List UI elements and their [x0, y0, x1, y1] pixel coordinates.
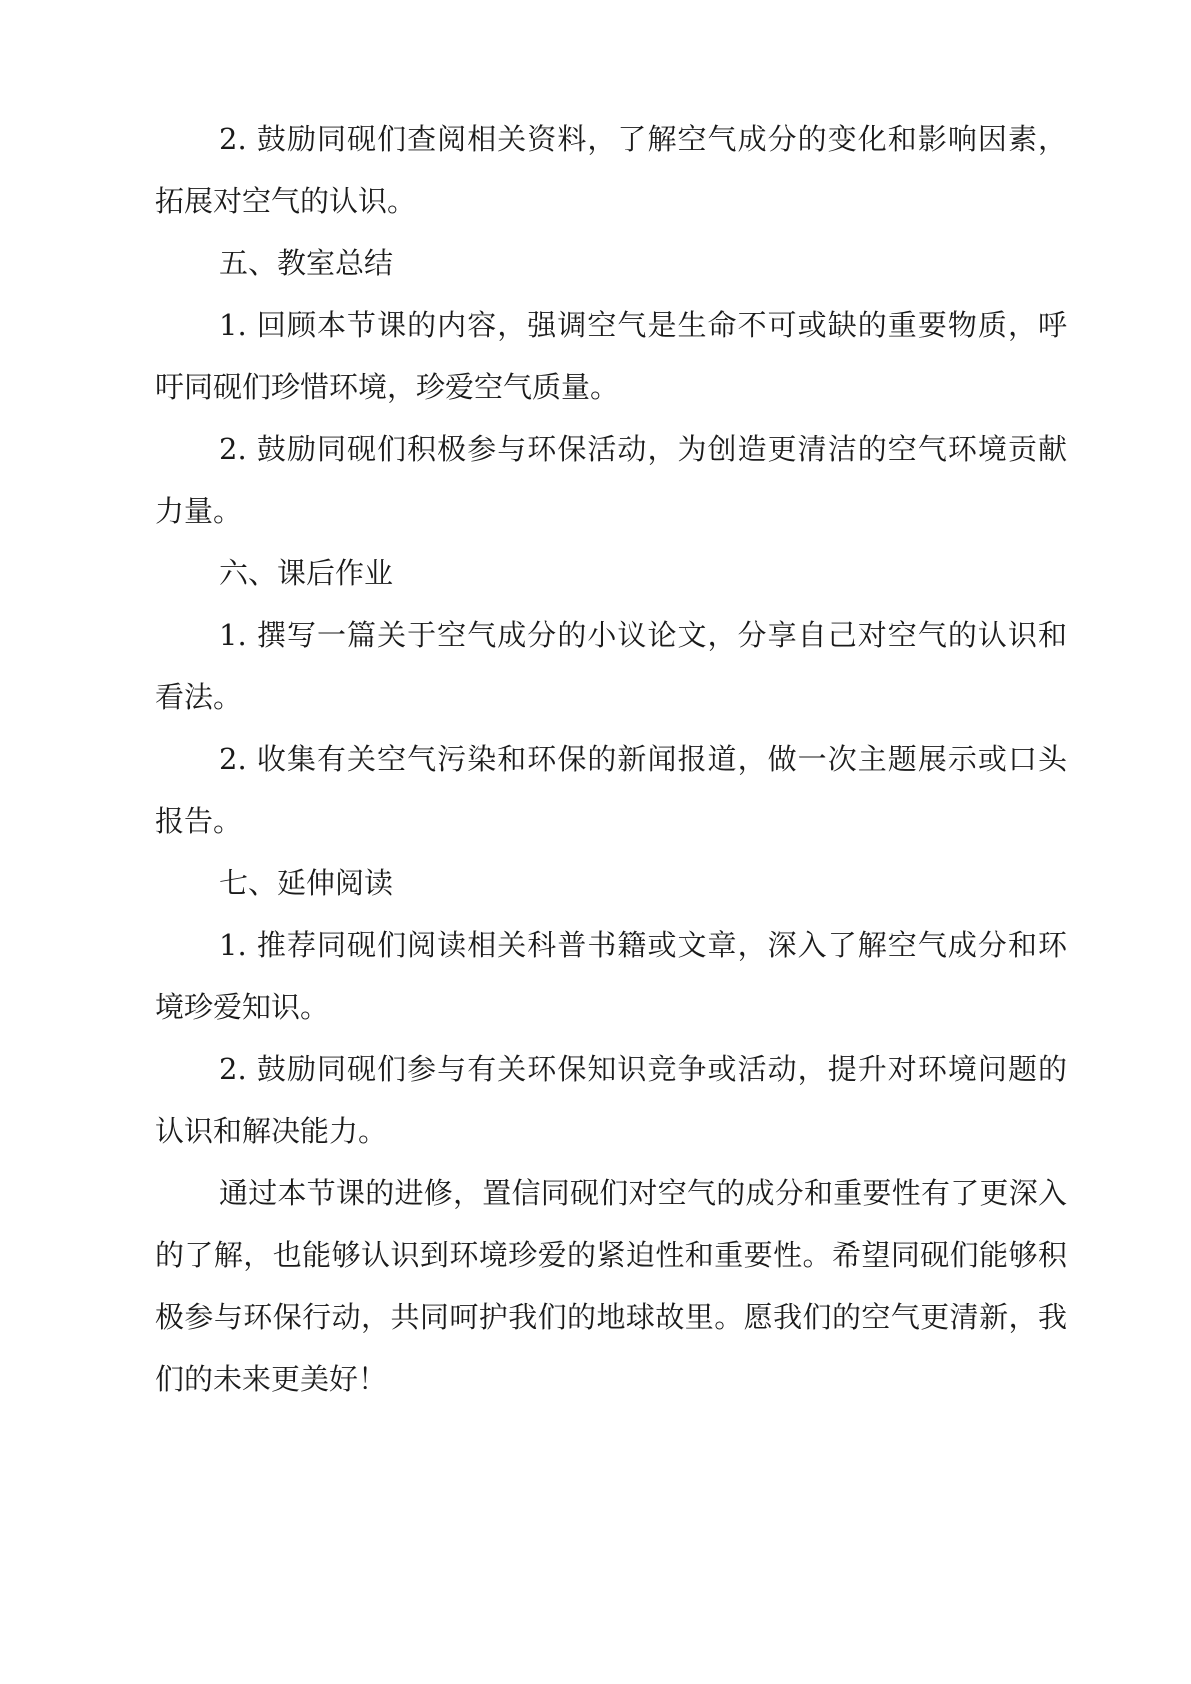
- document-body: [155, 108, 1067, 1410]
- section-heading-summary: 五、教室总结: [219, 246, 394, 280]
- paragraph-summary-2: 2. 鼓励同砚们积极参与环保活动，为创造更清洁的空气环境贡献力量。: [155, 432, 1067, 528]
- paragraph-conclusion: 通过本节课的进修，置信同砚们对空气的成分和重要性有了更深入的了解，也能够认识到环境珍爱的紧迫性和重要性。希望同砚们能够积极参与环保行动，共同呵护我们的地球故里。愿我们的空气更清新，我们的未来更美好！: [155, 1176, 1067, 1396]
- paragraph-reading-1: 1. 推荐同砚们阅读相关科普书籍或文章，深入了解空气成分和环境珍爱知识。: [155, 928, 1067, 1024]
- section-heading-reading: 七、延伸阅读: [219, 866, 394, 900]
- paragraph-homework-1: 1. 撰写一篇关于空气成分的小议论文，分享自己对空气的认识和看法。: [155, 618, 1067, 714]
- paragraph-reading-2: 2. 鼓励同砚们参与有关环保知识竞争或活动，提升对环境问题的认识和解决能力。: [155, 1052, 1067, 1148]
- paragraph-summary-1: 1. 回顾本节课的内容，强调空气是生命不可或缺的重要物质，呼吁同砚们珍惜环境，珍爱空气质量。: [155, 308, 1067, 404]
- section-heading-homework: 六、课后作业: [219, 556, 394, 590]
- paragraph-homework-2: 2. 收集有关空气污染和环保的新闻报道，做一次主题展示或口头报告。: [155, 742, 1067, 838]
- paragraph-item-2-refs: 2. 鼓励同砚们查阅相关资料，了解空气成分的变化和影响因素，拓展对空气的认识。: [155, 122, 1067, 218]
